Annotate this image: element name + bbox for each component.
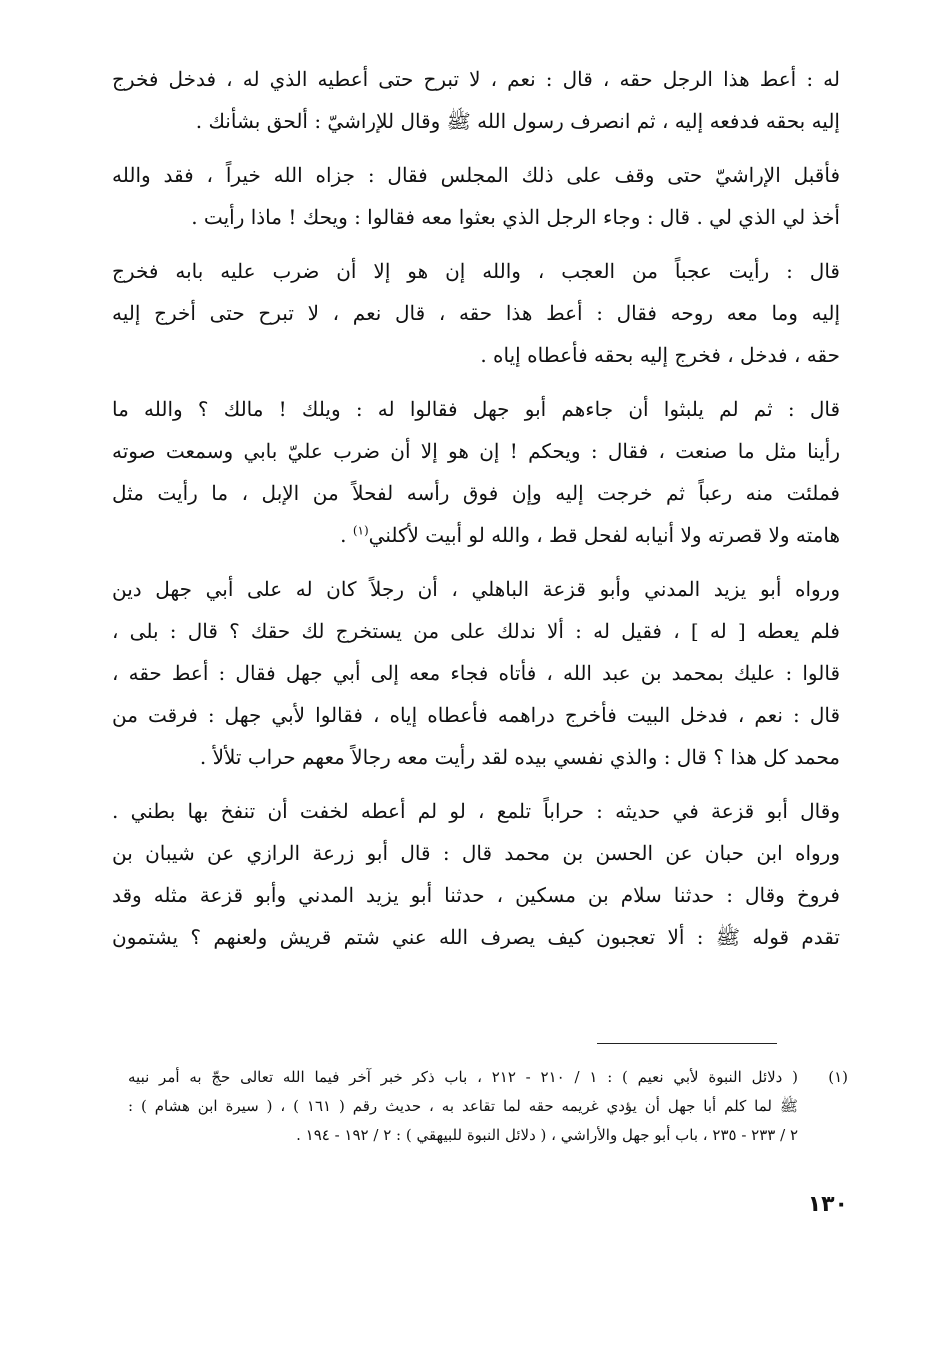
footnote-line: ٢ / ٢٣٣ - ٢٣٥ ، باب أبو جهل والأراشي ، ( دلائل النبوة للبيهقي ) : ٢ / ١٩٢ - ١٩٤ . [296, 1126, 798, 1144]
paragraph-4 [112, 388, 840, 556]
footnote-item [128, 1063, 848, 1150]
text-line: إليه بحقه فدفعه إليه ، ثم انصرف رسول الله ﷺ وقال للإراشيّ : ألحق بشأنك . [195, 109, 840, 133]
footnote-text [128, 1063, 798, 1150]
text-line: قال : رأيت عجباً من العجب ، والله إن هو إلا أن ضرب عليه بابه فخرج [112, 259, 840, 283]
text-line: ورواه أبو يزيد المدني وأبو قزعة الباهلي ، أن رجلاً كان له على أبي جهل دين [112, 577, 840, 601]
text-line [112, 514, 840, 556]
footnote-reference[interactable]: (١) [352, 523, 369, 538]
text-line: أخذ لي الذي لي . قال : وجاء الرجل الذي بعثوا معه فقالوا : ويحك ! ماذا رأيت . [191, 205, 840, 229]
footnote-line: ﷺ لما كلم أبا جهل أن يؤدي غريمه حقه لما تقاعد به ، حديث رقم ( ١٦١ ) ، ( سيرة ابن هشام ) : [128, 1097, 798, 1115]
paragraph-2 [112, 154, 840, 238]
text-line: تقدم قوله ﷺ : ألا تعجبون كيف يصرف الله عني شتم قريش ولعنهم ؟ يشتمون [112, 925, 840, 949]
text-line: فأقبل الإراشيّ حتى وقف على ذلك المجلس فقال : جزاه الله خيراً ، فقد والله [112, 163, 840, 187]
paragraph-1 [112, 58, 840, 142]
footnote-line: ( دلائل النبوة لأبي نعيم ) : ١ / ٢١٠ - ٢١٢ ، باب ذكر خبر آخر فيما الله تعالى حجّ به أمر نبيه [128, 1068, 798, 1086]
text-line: فروخ وقال : حدثنا سلام بن مسكين ، حدثنا أبو يزيد المدني وأبو قزعة مثله وقد [112, 883, 840, 907]
text-line: وقال أبو قزعة في حديثه : حراباً تلمع ، لو لم أعطه لخفت أن تنفخ بها بطني . [112, 799, 840, 823]
page-number: ١٣٠ [807, 1192, 848, 1217]
text-line: حقه ، فدخل ، فخرج إليه بحقه فأعطاه إياه . [480, 343, 840, 367]
text-line: فملئت منه رعباً ثم خرجت إليه وإن فوق رأسه لفحلاً من الإبل ، ما رأيت مثل [112, 481, 840, 505]
text-line: إليه وما معه روحه فقال : أعط هذا حقه ، قال نعم ، لا تبرح حتى أخرج إليه [112, 301, 840, 325]
main-text [112, 58, 840, 970]
text-line: ورواه ابن حبان عن الحسن بن محمد قال : قال أبو زرعة الرازي عن شيبان بن [112, 841, 840, 865]
paragraph-5 [112, 568, 840, 778]
text-line-body: هامته ولا قصرته ولا أنيابه لفحل قط ، والله لو أبيت لأكلني [368, 523, 840, 547]
text-line: قال : نعم ، فدخل البيت فأخرج دراهمه فأعطاه إياه ، فقالوا لأبي جهل : فرقت من [112, 703, 840, 727]
text-line: له : أعط هذا الرجل حقه ، قال : نعم ، لا تبرح حتى أعطيه الذي له ، فدخل فخرج [112, 67, 840, 91]
footnotes [128, 1063, 848, 1150]
footnote-divider [597, 1043, 777, 1044]
text-line: قالوا : عليك بمحمد بن عبد الله ، فأتاه فجاء معه إلى أبي جهل فقال : أعط حقه ، [112, 661, 840, 685]
text-line-tail: . [340, 523, 353, 547]
footnote-number: (١) [828, 1068, 848, 1086]
paragraph-3 [112, 250, 840, 376]
text-line: فلم يعطه [ له ] ، فقيل له : ألا ندلك على من يستخرج لك حقك ؟ قال : بلى ، [112, 619, 840, 643]
text-line: محمد كل هذا ؟ قال : والذي نفسي بيده لقد رأيت معه رجالاً معهم حراب تلألأ . [199, 745, 840, 769]
text-line: رأينا مثل ما صنعت ، فقال : ويحكم ! إن هو إلا أن ضرب عليّ بابي وسمعت صوته [112, 439, 840, 463]
paragraph-6 [112, 790, 840, 958]
text-line: قال : ثم لم يلبثوا أن جاءهم أبو جهل فقالوا له : ويلك ! مالك ؟ والله ما [112, 397, 840, 421]
